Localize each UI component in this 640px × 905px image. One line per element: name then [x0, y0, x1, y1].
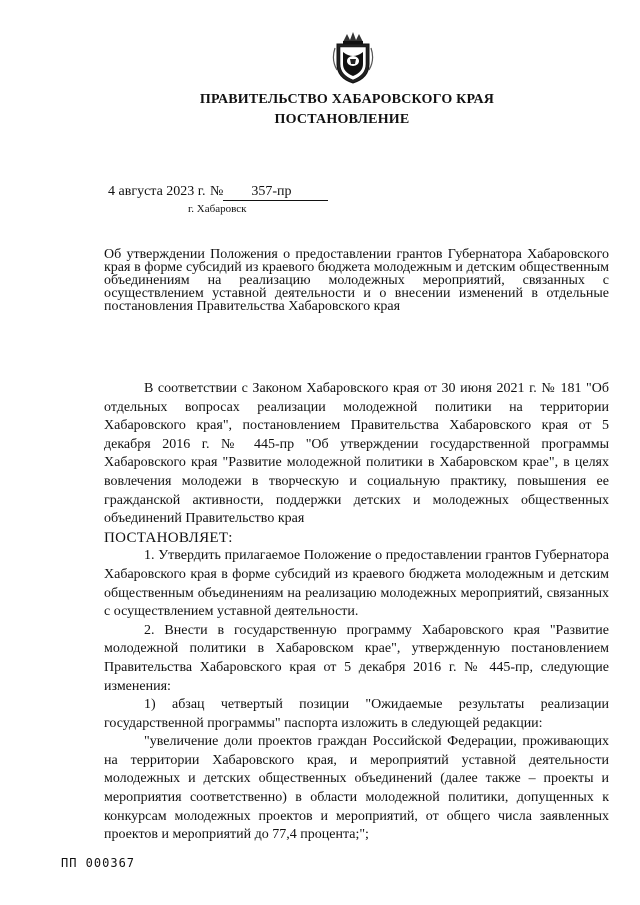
document-number: 357-пр — [223, 184, 328, 201]
preamble-paragraph: В соответствии с Законом Хабаровского края от 30 июня 2021 г. № 181 "Об отдельных вопросах реализации молодежной политики на территории Хабаровского края", постановлением Правительства Хабаровского края от 5 декабря 2016 г. № 445-пр "Об утверждении государственной программы Хабаровского края "Развитие молодежной политики в Хабаровском крае", в целях вовлечения молодежи в творческую и социальную практику, повышения ее гражданской активности, поддержки детских и молодежных общественных объединений Правительство края — [104, 381, 609, 527]
item-2-1-paragraph: 1) абзац четвертый позиции "Ожидаемые результаты реализации государственной программы" паспорта изложить в следующей редакции: — [104, 697, 609, 731]
khabarovsk-coat-of-arms-icon — [331, 30, 375, 85]
document-date: 4 августа 2023 г. — [108, 184, 206, 199]
document-body — [104, 380, 609, 845]
document-type: ПОСТАНОВЛЕНИЕ — [274, 112, 410, 127]
serial-number: ПП 000367 — [61, 856, 136, 870]
item-1-paragraph: 1. Утвердить прилагаемое Положение о предоставлении грантов Губернатора Хабаровского края в форме субсидий из краевого бюджета молодежным и детским общественным объединениям на реализацию молодежных мероприятий, связанных с осуществлением уставной деятельности. — [104, 548, 609, 620]
document-subject: Об утверждении Положения о предоставлении грантов Губернатора Хабаровского края в форме субсидий из краевого бюджета молодежным и детским общественным объединениям на реализацию молодежных мероприятий, связанных с осуществлением уставной деятельности и о внесении изменений в отдельные постановления Правительства Хабаровского края — [104, 247, 609, 314]
quoted-text-paragraph: "увеличение доли проектов граждан Российской Федерации, проживающих на территории Хабаровского края, и мероприятий уставной деятельности молодежных и детских общественных объединений (далее также – проекты и мероприятия соответственно) в области молодежной политики, допущенных к конкурсам молодежных проектов и мероприятий, от общего числа заявленных проектов и мероприятий до 77,4 процента;"; — [104, 734, 609, 843]
date-number-line — [108, 184, 328, 201]
resolves-heading: ПОСТАНОВЛЯЕТ: — [104, 529, 233, 546]
government-title: ПРАВИТЕЛЬСТВО ХАБАРОВСКОГО КРАЯ — [199, 92, 495, 107]
city: г. Хабаровск — [188, 203, 247, 215]
item-2-paragraph: 2. Внести в государственную программу Хабаровского края "Развитие молодежной политики в Хабаровском крае", утвержденную постановлением Правительства Хабаровского края от 5 декабря 2016 г. № 445-пр, следующие изменения: — [104, 622, 609, 694]
number-label: № — [209, 184, 224, 199]
